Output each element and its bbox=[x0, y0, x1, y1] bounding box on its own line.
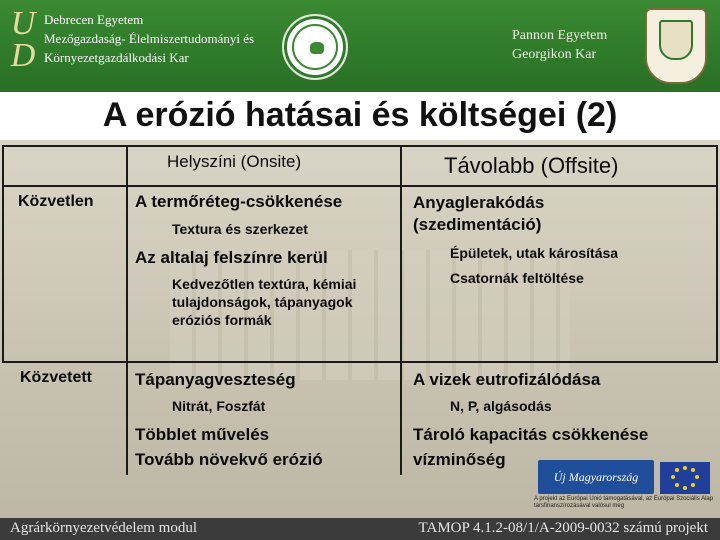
right-university-line-1: Pannon Egyetem bbox=[512, 28, 608, 43]
table-col-divider-2 bbox=[400, 145, 402, 475]
table-row-divider bbox=[2, 361, 718, 363]
row-label-indirect: Közvetett bbox=[20, 369, 93, 386]
du-logo-icon: U D bbox=[10, 5, 36, 74]
table-header-divider bbox=[2, 185, 718, 187]
offsite-direct-sub-1: Épületek, utak károsítása bbox=[450, 245, 619, 261]
title-strip bbox=[0, 92, 720, 140]
onsite-direct-item-2: Az altalaj felszínre kerül bbox=[135, 248, 328, 267]
slide-title: A erózió hatásai és költségei (2) bbox=[102, 96, 618, 134]
eu-funding-note: A projekt az Európai Unió támogatásával, az Európai Szociális Alap társfinanszírozásával valósul meg bbox=[534, 496, 714, 509]
eu-star-icon bbox=[675, 468, 679, 472]
eu-star-icon bbox=[691, 468, 695, 472]
table-top-border bbox=[2, 145, 718, 147]
offsite-indirect-item-1: A vizek eutrofizálódása bbox=[413, 370, 601, 389]
onsite-direct-sub-1: Textura és szerkezet bbox=[172, 221, 308, 237]
eu-star-icon bbox=[683, 466, 687, 470]
sponsor-logos bbox=[534, 458, 720, 518]
effects-table bbox=[2, 145, 718, 475]
onsite-direct-sub-2: Kedvezőtlen textúra, kémiai tulajdonságok, tápanyagok eróziós formák bbox=[172, 276, 357, 328]
footer-module-name: Agrárkörnyezetvédelem modul bbox=[10, 520, 198, 536]
row-label-direct: Közvetlen bbox=[18, 193, 94, 210]
offsite-direct-sub-2: Csatornák feltöltése bbox=[450, 270, 584, 286]
eu-star-icon bbox=[675, 483, 679, 487]
onsite-indirect-item-3: Tovább növekvő erózió bbox=[135, 450, 323, 469]
header-offsite: Távolabb (Offsite) bbox=[444, 153, 619, 178]
left-university-line-3: Környezetgazdálkodási Kar bbox=[44, 50, 189, 65]
left-university-line-1: Debrecen Egyetem bbox=[44, 12, 144, 27]
left-university-name bbox=[44, 10, 254, 67]
onsite-indirect-item-2: Többlet művelés bbox=[135, 425, 270, 444]
georgikon-crest-icon bbox=[645, 8, 707, 84]
seal-animal-icon bbox=[310, 42, 324, 54]
eu-star-icon bbox=[683, 486, 687, 490]
table-right-border bbox=[716, 145, 718, 363]
eu-flag-icon bbox=[660, 462, 710, 494]
offsite-direct-item-1: Anyaglerakódás (szedimentáció) bbox=[413, 193, 545, 234]
eu-star-icon bbox=[671, 475, 675, 479]
header-band bbox=[0, 0, 720, 92]
onsite-indirect-sub-1: Nitrát, Foszfát bbox=[172, 398, 266, 414]
seal-ring bbox=[292, 24, 338, 70]
offsite-indirect-item-3: vízminőség bbox=[413, 450, 506, 469]
right-university-line-2: Georgikon Kar bbox=[512, 47, 597, 62]
right-university-name bbox=[512, 26, 607, 64]
footer-project-id: TAMOP 4.1.2-08/1/A-2009-0032 számú projekt bbox=[418, 520, 708, 536]
footer-bar bbox=[0, 518, 720, 540]
offsite-indirect-item-2: Tároló kapacitás csökkenése bbox=[413, 425, 649, 444]
left-university-line-2: Mezőgazdaság- Élelmiszertudományi és bbox=[44, 31, 255, 46]
crest-shield-icon bbox=[659, 20, 693, 60]
onsite-direct-item-1: A termőréteg-csökkenése bbox=[135, 192, 343, 211]
offsite-indirect-sub-1: N, P, algásodás bbox=[450, 398, 552, 414]
onsite-indirect-item-1: Tápanyagveszteség bbox=[135, 370, 296, 389]
eu-star-icon bbox=[691, 483, 695, 487]
header-onsite: Helyszíni (Onsite) bbox=[167, 152, 302, 171]
table-col-divider-1 bbox=[126, 145, 128, 475]
uj-magyarorszag-logo: Új Magyarország bbox=[538, 460, 654, 494]
eu-star-icon bbox=[695, 475, 699, 479]
table-left-border bbox=[2, 145, 4, 363]
faculty-seal-icon bbox=[282, 14, 348, 80]
